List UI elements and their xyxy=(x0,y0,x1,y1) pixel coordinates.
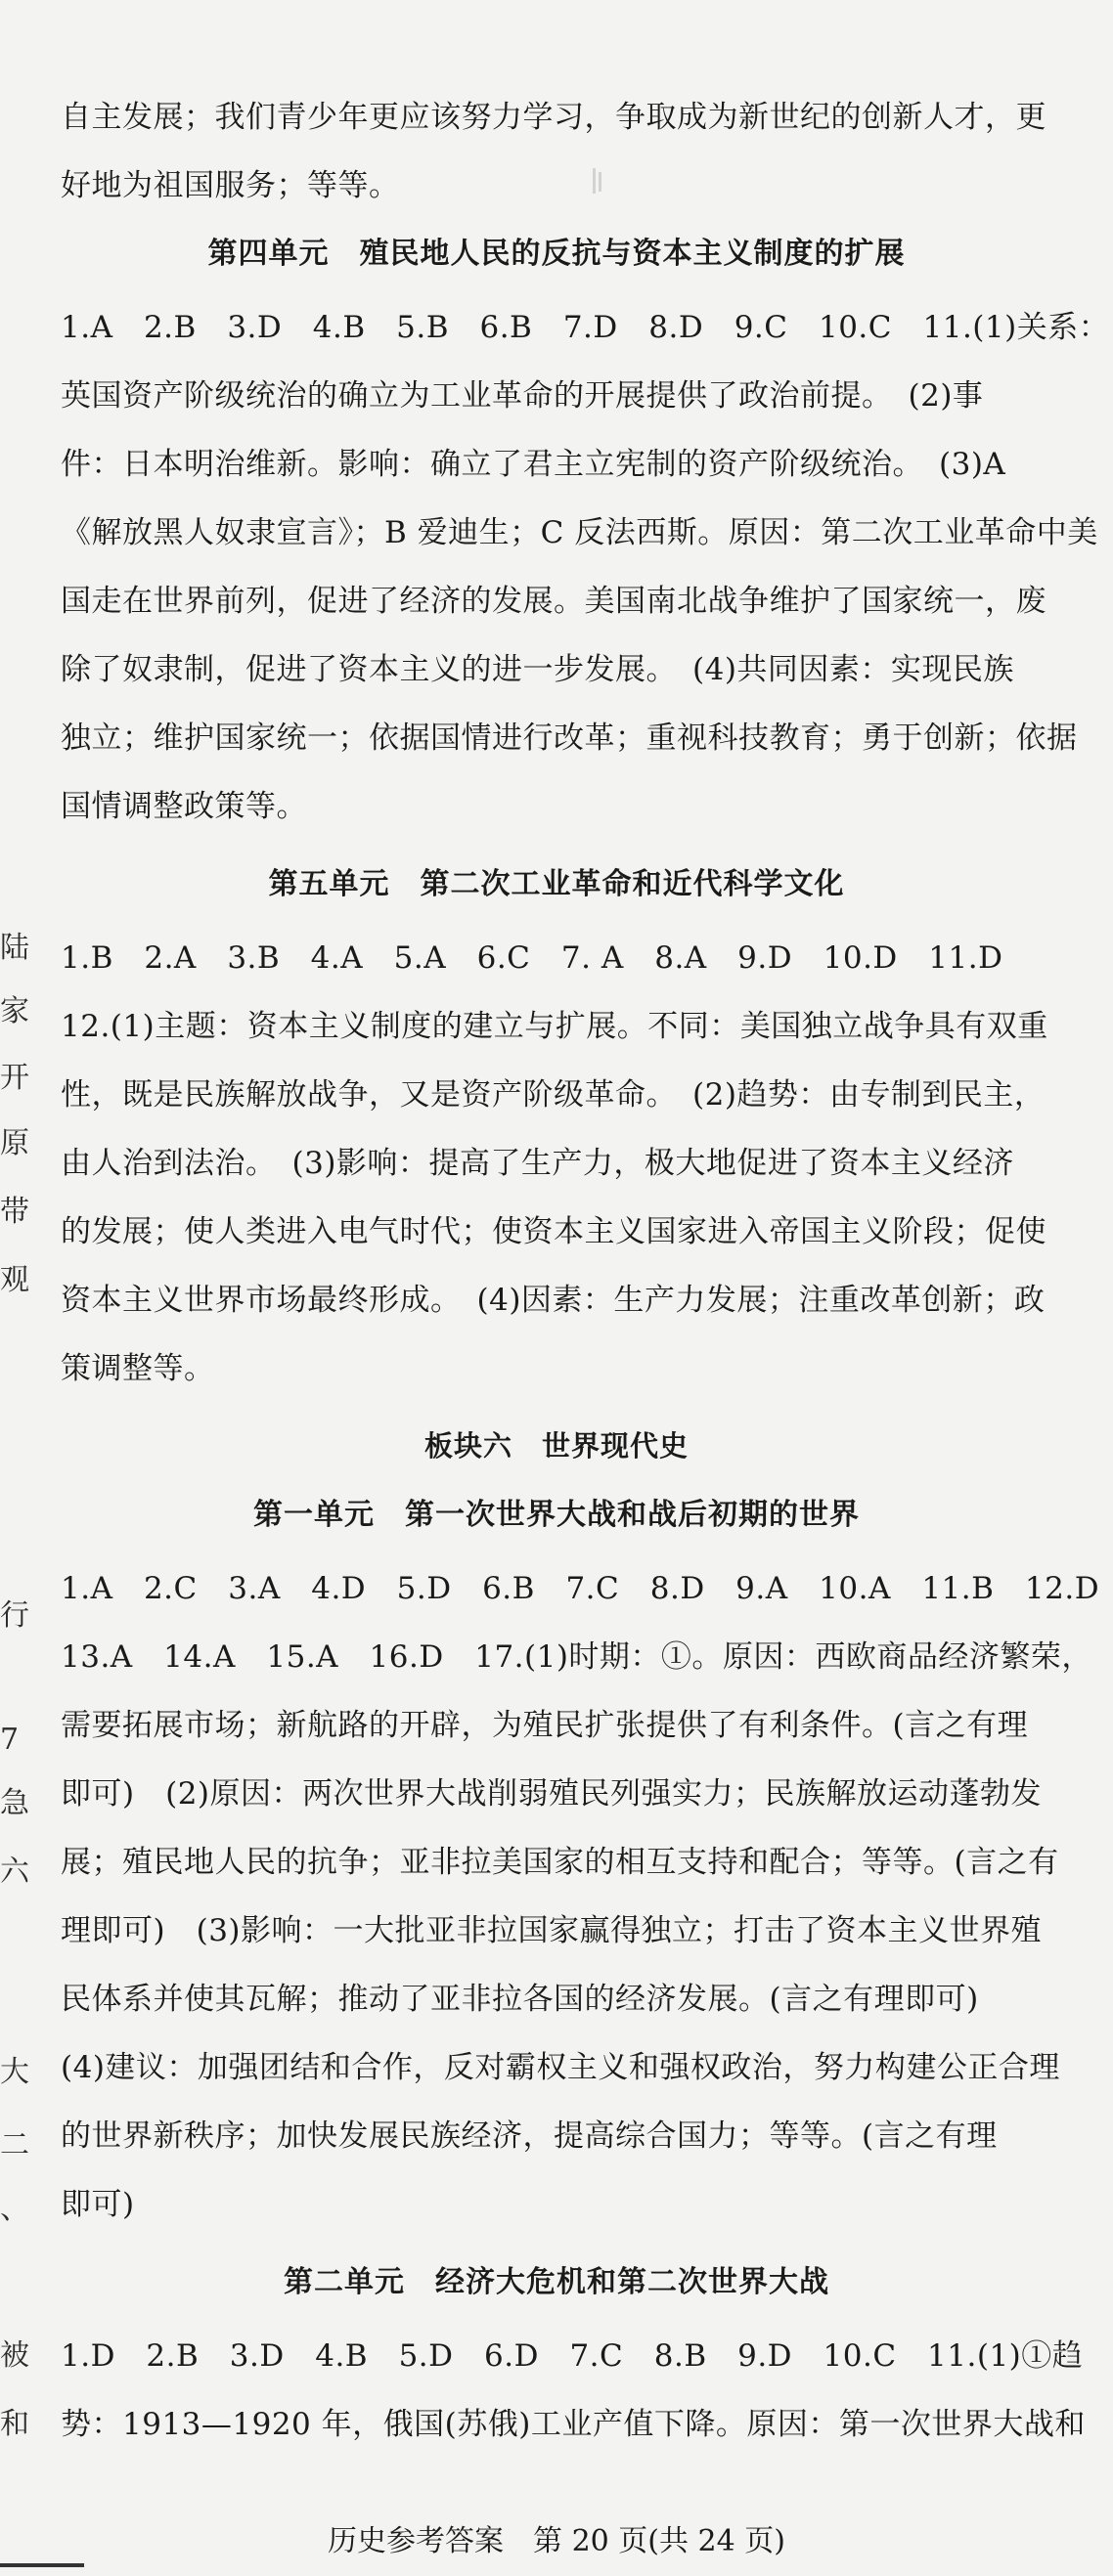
margin-char: 家 xyxy=(0,994,29,1028)
margin-char: 观 xyxy=(0,1263,29,1297)
margin-char: 开 xyxy=(0,1061,29,1095)
text-line: 策调整等。 xyxy=(61,1351,215,1386)
margin-char: 六 xyxy=(0,1855,29,1889)
margin-char: 原 xyxy=(0,1126,29,1160)
answer-line: 1.A 2.C 3.A 4.D 5.D 6.B 7.C 8.D 9.A 10.A 11.B 12.D xyxy=(61,1571,1100,1606)
answer-line: 1.D 2.B 3.D 4.B 5.D 6.D 7.C 8.B 9.D 10.C 11.(1)①趋 xyxy=(61,2338,1084,2374)
page-footer: 历史参考答案 第 20 页(共 24 页) xyxy=(328,2524,785,2558)
margin-char: 陆 xyxy=(0,931,29,965)
answer-line: 1.A 2.B 3.D 4.B 5.B 6.B 7.D 8.D 9.C 10.C 11.(1)关系： xyxy=(61,310,1110,345)
margin-char: 7 xyxy=(0,1723,20,1757)
text-line: 国走在世界前列，促进了经济的发展。美国南北战争维护了国家统一，废 xyxy=(61,584,1046,619)
text-line: 13.A 14.A 15.A 16.D 17.(1)时期：①。原因：西欧商品经济繁荣， xyxy=(61,1639,1092,1675)
text-line: 件：日本明治维新。影响：确立了君主立宪制的资产阶级统治。 (3)A xyxy=(61,447,1006,482)
text-line: 即可) (2)原因：两次世界大战削弱殖民列强实力；民族解放运动蓬勃发 xyxy=(61,1776,1043,1812)
text-line: 民体系并使其瓦解；推动了亚非拉各国的经济发展。(言之有理即可) xyxy=(61,1982,979,2017)
text-line: 国情调整政策等。 xyxy=(61,789,307,824)
margin-char: 二 xyxy=(0,2128,29,2162)
margin-char: 行 xyxy=(0,1598,29,1633)
text-line: 12.(1)主题：资本主义制度的建立与扩展。不同：美国独立战争具有双重 xyxy=(61,1009,1048,1044)
margin-char: 被 xyxy=(0,2338,29,2373)
margin-char: 、 xyxy=(0,2192,29,2226)
text-line: 即可) xyxy=(61,2187,135,2222)
text-line: 理即可) (3)影响：一大批亚非拉国家赢得独立；打击了资本主义世界殖 xyxy=(61,1913,1043,1948)
text-line: 资本主义世界市场最终形成。 (4)因素：生产力发展；注重改革创新；政 xyxy=(61,1283,1046,1318)
answer-line: 1.B 2.A 3.B 4.A 5.A 6.C 7. A 8.A 9.D 10.D 11.D xyxy=(61,940,1003,976)
unit-heading: 第二单元 经济大危机和第二次世界大战 xyxy=(284,2265,829,2299)
text-line: 自主发展；我们青少年更应该努力学习，争取成为新世纪的创新人才，更 xyxy=(61,100,1046,135)
text-line: 《解放黑人奴隶宣言》；B 爱迪生；C 反法西斯。原因：第二次工业革命中美 xyxy=(61,515,1098,550)
unit-heading: 第五单元 第二次工业革命和近代科学文化 xyxy=(268,867,845,901)
text-line: (4)建议：加强团结和合作，反对霸权主义和强权政治，努力构建公正合理 xyxy=(61,2050,1060,2085)
margin-char: 急 xyxy=(0,1786,29,1820)
margin-char: 大 xyxy=(0,2055,29,2089)
text-line: 好地为祖国服务；等等。 xyxy=(61,168,400,203)
text-line: 独立；维护国家统一；依据国情进行改革；重视科技教育；勇于创新；依据 xyxy=(61,720,1078,756)
text-line: 英国资产阶级统治的确立为工业革命的开展提供了政治前提。 (2)事 xyxy=(61,378,984,414)
edge-rule xyxy=(0,2563,84,2567)
text-line: 需要拓展市场；新航路的开辟，为殖民扩张提供了有利条件。(言之有理 xyxy=(61,1708,1029,1743)
unit-heading: 第四单元 殖民地人民的反抗与资本主义制度的扩展 xyxy=(207,237,906,271)
unit-heading: 第一单元 第一次世界大战和战后初期的世界 xyxy=(253,1498,860,1532)
text-line: 势：1913—1920 年，俄国(苏俄)工业产值下降。原因：第一次世界大战和 xyxy=(61,2407,1086,2442)
margin-char: 带 xyxy=(0,1195,29,1229)
block-heading: 板块六 世界现代史 xyxy=(423,1429,689,1463)
margin-char: 和 xyxy=(0,2407,29,2441)
text-line: 性，既是民族解放战争，又是资产阶级革命。 (2)趋势：由专制到民主， xyxy=(61,1077,1046,1113)
text-line: 由人治到法治。 (3)影响：提高了生产力，极大地促进了资本主义经济 xyxy=(61,1146,1014,1181)
text-line: 除了奴隶制，促进了资本主义的进一步发展。 (4)共同因素：实现民族 xyxy=(61,652,1014,687)
text-line: 的世界新秩序；加快发展民族经济，提高综合国力；等等。(言之有理 xyxy=(61,2118,998,2154)
text-line: 的发展；使人类进入电气时代；使资本主义国家进入帝国主义阶段；促使 xyxy=(61,1214,1046,1249)
text-line: 展；殖民地人民的抗争；亚非拉美国家的相互支持和配合；等等。(言之有 xyxy=(61,1845,1059,1880)
